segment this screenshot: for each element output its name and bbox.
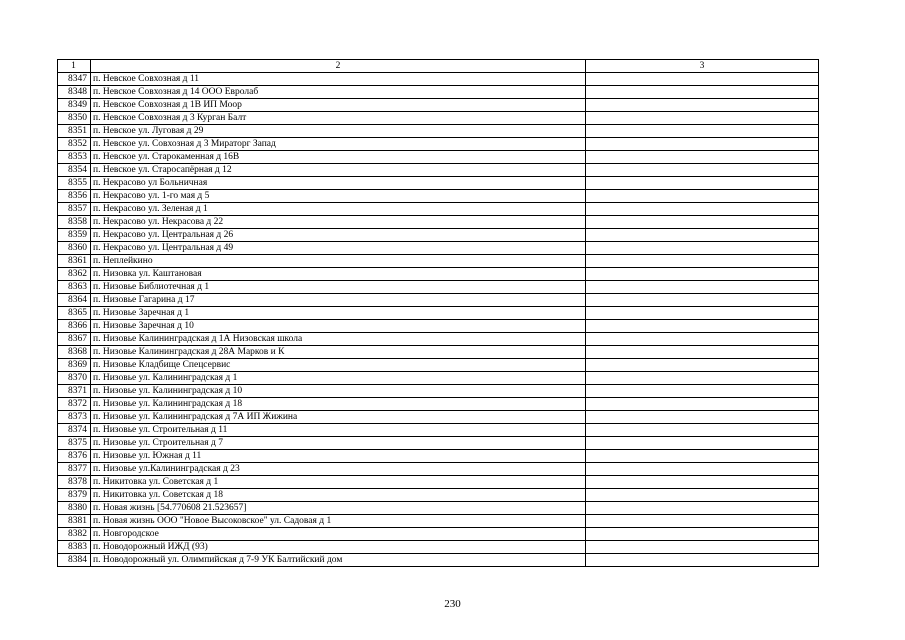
row-address: п. Низовье ул. Калининградская д 7А ИП Жижина bbox=[91, 411, 586, 424]
table-row bbox=[58, 242, 819, 255]
row-extra bbox=[586, 242, 819, 255]
header-col-1: 1 bbox=[58, 60, 91, 73]
row-number: 8383 bbox=[58, 541, 91, 554]
table-row bbox=[58, 346, 819, 359]
row-extra bbox=[586, 411, 819, 424]
row-extra bbox=[586, 281, 819, 294]
row-number: 8348 bbox=[58, 86, 91, 99]
table-row bbox=[58, 372, 819, 385]
row-number: 8364 bbox=[58, 294, 91, 307]
row-extra bbox=[586, 424, 819, 437]
table-row bbox=[58, 463, 819, 476]
header-col-3: 3 bbox=[586, 60, 819, 73]
row-address: п. Низовка ул. Каштановая bbox=[91, 268, 586, 281]
table-row bbox=[58, 86, 819, 99]
row-address: п. Невское Совхозная д 11 bbox=[91, 73, 586, 86]
table-row bbox=[58, 437, 819, 450]
row-address: п. Некрасово ул. Центральная д 26 bbox=[91, 229, 586, 242]
table-body bbox=[58, 60, 819, 567]
table-row bbox=[58, 307, 819, 320]
row-extra bbox=[586, 294, 819, 307]
row-address: п. Низовье ул. Калининградская д 18 bbox=[91, 398, 586, 411]
table-row bbox=[58, 320, 819, 333]
table-row bbox=[58, 112, 819, 125]
row-number: 8384 bbox=[58, 554, 91, 567]
row-number: 8353 bbox=[58, 151, 91, 164]
row-number: 8377 bbox=[58, 463, 91, 476]
table-row bbox=[58, 541, 819, 554]
row-address: п. Неплейкино bbox=[91, 255, 586, 268]
row-address: п. Низовье Кладбище Спецсервис bbox=[91, 359, 586, 372]
row-address: п. Некрасово ул Больничная bbox=[91, 177, 586, 190]
row-number: 8360 bbox=[58, 242, 91, 255]
row-address: п. Некрасово ул. 1-го мая д 5 bbox=[91, 190, 586, 203]
row-extra bbox=[586, 99, 819, 112]
row-address: п. Низовье ул. Калининградская д 10 bbox=[91, 385, 586, 398]
row-number: 8367 bbox=[58, 333, 91, 346]
row-extra bbox=[586, 515, 819, 528]
row-extra bbox=[586, 463, 819, 476]
row-address: п. Некрасово ул. Центральная д 49 bbox=[91, 242, 586, 255]
row-number: 8350 bbox=[58, 112, 91, 125]
row-extra bbox=[586, 73, 819, 86]
row-extra bbox=[586, 450, 819, 463]
row-address: п. Невское ул. Старокаменная д 16В bbox=[91, 151, 586, 164]
header-col-2: 2 bbox=[91, 60, 586, 73]
row-number: 8381 bbox=[58, 515, 91, 528]
row-extra bbox=[586, 307, 819, 320]
row-address: п. Новая жизнь [54.770608 21.523657] bbox=[91, 502, 586, 515]
row-number: 8372 bbox=[58, 398, 91, 411]
table-row bbox=[58, 138, 819, 151]
row-address: п. Низовье Библиотечная д 1 bbox=[91, 281, 586, 294]
row-address: п. Низовье Калининградская д 28А Марков и К bbox=[91, 346, 586, 359]
row-address: п. Низовье ул. Калининградская д 1 bbox=[91, 372, 586, 385]
row-number: 8371 bbox=[58, 385, 91, 398]
row-number: 8361 bbox=[58, 255, 91, 268]
row-address: п. Невское ул. Луговая д 29 bbox=[91, 125, 586, 138]
row-number: 8347 bbox=[58, 73, 91, 86]
row-number: 8354 bbox=[58, 164, 91, 177]
row-number: 8375 bbox=[58, 437, 91, 450]
table-row bbox=[58, 255, 819, 268]
row-address: п. Некрасово ул. Некрасова д 22 bbox=[91, 216, 586, 229]
row-extra bbox=[586, 372, 819, 385]
table-row bbox=[58, 177, 819, 190]
row-extra bbox=[586, 125, 819, 138]
row-address: п. Никитовка ул. Советская д 18 bbox=[91, 489, 586, 502]
table-row bbox=[58, 333, 819, 346]
row-extra bbox=[586, 554, 819, 567]
row-extra bbox=[586, 346, 819, 359]
row-address: п. Новодорожный ул. Олимпийская д 7-9 УК Балтийский дом bbox=[91, 554, 586, 567]
table-row bbox=[58, 229, 819, 242]
table-row bbox=[58, 294, 819, 307]
table-row bbox=[58, 151, 819, 164]
row-address: п. Некрасово ул. Зеленая д 1 bbox=[91, 203, 586, 216]
table-row bbox=[58, 73, 819, 86]
row-extra bbox=[586, 216, 819, 229]
row-extra bbox=[586, 177, 819, 190]
row-address: п. Низовье ул. Южная д 11 bbox=[91, 450, 586, 463]
row-extra bbox=[586, 541, 819, 554]
table-row bbox=[58, 190, 819, 203]
row-address: п. Невское Совхозная д 3 Курган Балт bbox=[91, 112, 586, 125]
row-number: 8370 bbox=[58, 372, 91, 385]
table-row bbox=[58, 359, 819, 372]
row-extra bbox=[586, 385, 819, 398]
row-address: п. Низовье Калининградская д 1А Низовская школа bbox=[91, 333, 586, 346]
table-row bbox=[58, 164, 819, 177]
row-extra bbox=[586, 112, 819, 125]
table-row bbox=[58, 489, 819, 502]
row-extra bbox=[586, 320, 819, 333]
row-address: п. Невское ул. Старосапёрная д 12 bbox=[91, 164, 586, 177]
row-number: 8352 bbox=[58, 138, 91, 151]
row-number: 8376 bbox=[58, 450, 91, 463]
row-extra bbox=[586, 268, 819, 281]
table-row bbox=[58, 554, 819, 567]
row-address: п. Новгородское bbox=[91, 528, 586, 541]
row-address: п. Низовье Заречная д 10 bbox=[91, 320, 586, 333]
table-row bbox=[58, 528, 819, 541]
table-row bbox=[58, 125, 819, 138]
document-table bbox=[57, 59, 819, 567]
row-address: п. Низовье ул. Строительная д 7 bbox=[91, 437, 586, 450]
table-row bbox=[58, 203, 819, 216]
row-number: 8374 bbox=[58, 424, 91, 437]
table-row bbox=[58, 476, 819, 489]
row-address: п. Новодорожный ИЖД (93) bbox=[91, 541, 586, 554]
row-number: 8365 bbox=[58, 307, 91, 320]
row-number: 8380 bbox=[58, 502, 91, 515]
row-address: п. Новая жизнь ООО "Новое Высоковское" ул. Садовая д 1 bbox=[91, 515, 586, 528]
table-row bbox=[58, 515, 819, 528]
row-extra bbox=[586, 203, 819, 216]
row-extra bbox=[586, 333, 819, 346]
row-number: 8363 bbox=[58, 281, 91, 294]
table-row bbox=[58, 398, 819, 411]
row-number: 8379 bbox=[58, 489, 91, 502]
row-number: 8349 bbox=[58, 99, 91, 112]
row-address: п. Низовье ул.Калининградская д 23 bbox=[91, 463, 586, 476]
row-address: п. Низовье ул. Строительная д 11 bbox=[91, 424, 586, 437]
row-extra bbox=[586, 476, 819, 489]
row-number: 8355 bbox=[58, 177, 91, 190]
row-extra bbox=[586, 437, 819, 450]
row-number: 8382 bbox=[58, 528, 91, 541]
row-number: 8368 bbox=[58, 346, 91, 359]
row-number: 8357 bbox=[58, 203, 91, 216]
table-row bbox=[58, 411, 819, 424]
table-row bbox=[58, 385, 819, 398]
row-number: 8369 bbox=[58, 359, 91, 372]
row-address: п. Невское Совхозная д 1В ИП Моор bbox=[91, 99, 586, 112]
row-extra bbox=[586, 398, 819, 411]
row-number: 8362 bbox=[58, 268, 91, 281]
table-row bbox=[58, 502, 819, 515]
row-extra bbox=[586, 502, 819, 515]
row-number: 8373 bbox=[58, 411, 91, 424]
table-row bbox=[58, 268, 819, 281]
row-number: 8359 bbox=[58, 229, 91, 242]
row-number: 8366 bbox=[58, 320, 91, 333]
row-address: п. Никитовка ул. Советская д 1 bbox=[91, 476, 586, 489]
row-address: п. Низовье Гагарина д 17 bbox=[91, 294, 586, 307]
row-extra bbox=[586, 255, 819, 268]
row-number: 8378 bbox=[58, 476, 91, 489]
row-extra bbox=[586, 151, 819, 164]
table-row bbox=[58, 216, 819, 229]
table-row bbox=[58, 424, 819, 437]
row-extra bbox=[586, 190, 819, 203]
page-number: 230 bbox=[444, 598, 461, 610]
row-extra bbox=[586, 528, 819, 541]
row-extra bbox=[586, 229, 819, 242]
table-row bbox=[58, 99, 819, 112]
table-row bbox=[58, 281, 819, 294]
row-extra bbox=[586, 489, 819, 502]
row-number: 8356 bbox=[58, 190, 91, 203]
row-extra bbox=[586, 359, 819, 372]
row-number: 8358 bbox=[58, 216, 91, 229]
row-address: п. Невское ул. Совхозная д 3 Мираторг Запад bbox=[91, 138, 586, 151]
row-extra bbox=[586, 164, 819, 177]
row-extra bbox=[586, 86, 819, 99]
row-address: п. Невское Совхозная д 14 ООО Евролаб bbox=[91, 86, 586, 99]
row-address: п. Низовье Заречная д 1 bbox=[91, 307, 586, 320]
table-row bbox=[58, 450, 819, 463]
table-header-row bbox=[58, 60, 819, 73]
row-number: 8351 bbox=[58, 125, 91, 138]
row-extra bbox=[586, 138, 819, 151]
